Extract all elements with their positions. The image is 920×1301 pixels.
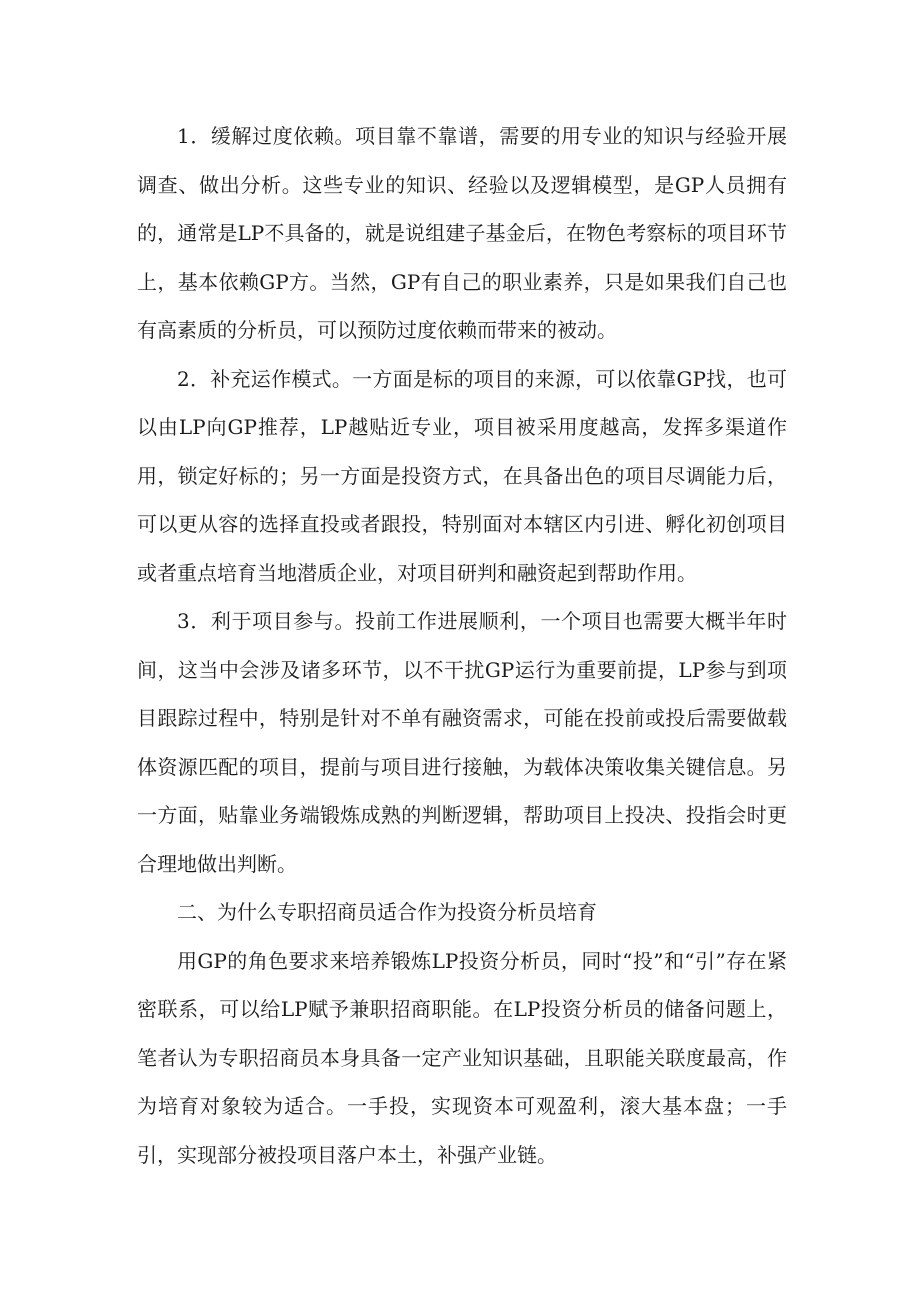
paragraph-relieve-dependence: 1．缓解过度依赖。项目靠不靠谱，需要的用专业的知识与经验开展调查、做出分析。这些专业的知识、经验以及逻辑模型，是GP人员拥有的，通常是LP不具备的，就是说组建子基金后，在物色考察标的项目环节上，基本依赖GP方。当然，GP有自己的职业素养，只是如果我们自己也有高素质的分析员，可以预防过度依赖而带来的被动。 bbox=[137, 124, 787, 342]
paragraph-project-participation: 3．利于项目参与。投前工作进展顺利，一个项目也需要大概半年时间，这当中会涉及诸多环节，以不干扰GP运行为重要前提，LP参与到项目跟踪过程中，特别是针对不单有融资需求，可能在投前或投后需要做载体资源匹配的项目，提前与项目进行接触，为载体决策收集关键信息。另一方面，贴靠业务端锻炼成熟的判断逻辑，帮助项目上投决、投指会时更合理地做出判断。 bbox=[137, 609, 787, 876]
document-body bbox=[137, 112, 787, 1179]
paragraph-supplement-mode: 2．补充运作模式。一方面是标的项目的来源，可以依靠GP找，也可以由LP向GP推荐，LP越贴近专业，项目被采用度越高，发挥多渠道作用，锁定好标的；另一方面是投资方式，在具备出色的项目尽调能力后，可以更从容的选择直投或者跟投，特别面对本辖区内引进、孵化初创项目或者重点培育当地潜质企业，对项目研判和融资起到帮助作用。 bbox=[137, 366, 787, 585]
paragraph-closing: 用GP的角色要求来培养锻炼LP投资分析员，同时“投”和“引”存在紧密联系，可以给LP赋予兼职招商职能。在LP投资分析员的储备问题上，笔者认为专职招商员本身具备一定产业知识基础，且职能关联度最高，作为培育对象较为适合。一手投，实现资本可观盈利，滚大基本盘；一手引，实现部分被投项目落户本土，补强产业链。 bbox=[137, 948, 787, 1167]
section-heading: 二、为什么专职招商员适合作为投资分析员培育 bbox=[177, 900, 597, 924]
